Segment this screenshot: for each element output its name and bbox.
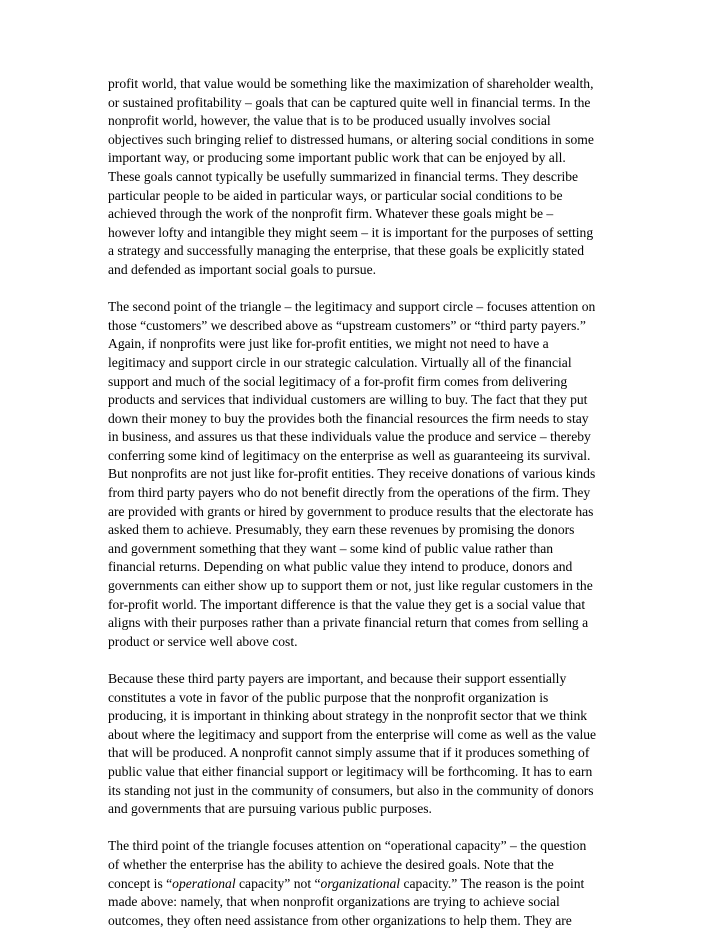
text-line: and government something that they want – some kind of public value rather than xyxy=(108,540,554,556)
text-line: that will be produced. A nonprofit cannot simply assume that if it produces something of xyxy=(108,745,590,761)
text-line: support and much of the social legitimacy of a for-profit firm comes from delivering xyxy=(108,373,568,389)
text-line: nonprofit world, however, the value that is to be produced usually involves social xyxy=(108,113,551,129)
text-fragment: capacity.” The reason is the point xyxy=(400,875,585,891)
text-line: of whether the enterprise has the ability to achieve the desired goals. Note that the xyxy=(108,856,554,872)
text-line: about where the legitimacy and support from the enterprise will come as well as the value xyxy=(108,726,597,742)
text-line: a strategy and successfully managing the enterprise, that these goals be explicitly stated xyxy=(108,243,585,259)
text-line: are provided with grants or hired by government to produce results that the electorate has xyxy=(108,503,594,519)
body-text xyxy=(108,75,628,930)
text-line: The second point of the triangle – the legitimacy and support circle – focuses attention on xyxy=(108,299,596,315)
text-line: products and services that individual customers are willing to buy. The fact that they put xyxy=(108,392,588,408)
emphasis-operational: operational xyxy=(172,875,236,891)
text-line: legitimacy and support circle in our strategic calculation. Virtually all of the financial xyxy=(108,354,572,370)
text-line: its standing not just in the community of consumers, but also in the community of donors xyxy=(108,782,594,798)
paragraph-value-definition xyxy=(108,75,628,280)
text-line: and governments that are pursuing various public purposes. xyxy=(108,801,432,817)
text-line: asked them to achieve. Presumably, they earn these revenues by promising the donors xyxy=(108,522,575,538)
paragraph-legitimacy-support xyxy=(108,298,628,651)
paragraph-third-party-payers xyxy=(108,670,628,819)
text-line: governments can either show up to support them or not, just like regular customers in the xyxy=(108,578,593,594)
text-line: Because these third party payers are important, and because their support essentially xyxy=(108,671,567,686)
text-fragment: concept is “ xyxy=(108,875,173,891)
text-line-with-emphasis xyxy=(108,875,628,894)
text-line: particular people to be aided in particular ways, or particular social conditions to be xyxy=(108,187,563,203)
text-line: constitutes a vote in favor of the public purpose that the nonprofit organization is xyxy=(108,689,549,705)
text-line: down their money to buy the provides both the financial resources the firm needs to stay xyxy=(108,410,589,426)
text-line: profit world, that value would be something like the maximization of shareholder wealth, xyxy=(108,76,594,91)
text-line: These goals cannot typically be usefully summarized in financial terms. They describe xyxy=(108,168,579,184)
text-line: But nonprofits are not just like for-profit entities. They receive donations of various kinds xyxy=(108,466,596,482)
text-line: achieved through the work of the nonprofit firm. Whatever these goals might be – xyxy=(108,206,554,222)
text-line: made above: namely, that when nonprofit organizations are trying to achieve social xyxy=(108,894,560,910)
text-line: aligns with their purposes rather than a private financial return that comes from selling a xyxy=(108,615,589,631)
text-line: and defended as important social goals to pursue. xyxy=(108,261,377,277)
text-line: The third point of the triangle focuses attention on “operational capacity” – the question xyxy=(108,838,587,854)
text-line: important way, or producing some important public work that can be enjoyed by all. xyxy=(108,150,566,166)
text-line: conferring some kind of legitimacy on the enterprise as well as guaranteeing its survival. xyxy=(108,447,591,463)
paragraph-operational-capacity xyxy=(108,837,628,930)
text-line: producing, it is important in thinking about strategy in the nonprofit sector that we think xyxy=(108,708,588,724)
text-line: from third party payers who do not benefit directly from the operations of the firm. They xyxy=(108,485,591,501)
text-line: outcomes, they often need assistance from other organizations to help them. They are xyxy=(108,912,572,928)
text-fragment: capacity” not “ xyxy=(235,875,321,891)
text-line: product or service well above cost. xyxy=(108,633,298,649)
text-line: objectives such bringing relief to distressed humans, or altering social conditions in some xyxy=(108,131,594,147)
text-line: those “customers” we described above as “upstream customers” or “third party payers.” xyxy=(108,317,586,333)
text-line: Again, if nonprofits were just like for-profit entities, we might not need to have a xyxy=(108,336,549,352)
text-line: financial returns. Depending on what public value they intend to produce, donors and xyxy=(108,559,573,575)
text-line: for-profit world. The important difference is that the value they get is a social value that xyxy=(108,596,586,612)
emphasis-organizational: organizational xyxy=(320,875,401,891)
text-line: or sustained profitability – goals that can be captured quite well in financial terms. In the xyxy=(108,94,591,110)
text-line: in business, and assures us that these individuals value the produce and service – thereby xyxy=(108,429,591,445)
text-line: public value that either financial support or legitimacy will be forthcoming. It has to earn xyxy=(108,763,593,779)
text-line: however lofty and intangible they might seem – it is important for the purposes of setting xyxy=(108,224,594,240)
